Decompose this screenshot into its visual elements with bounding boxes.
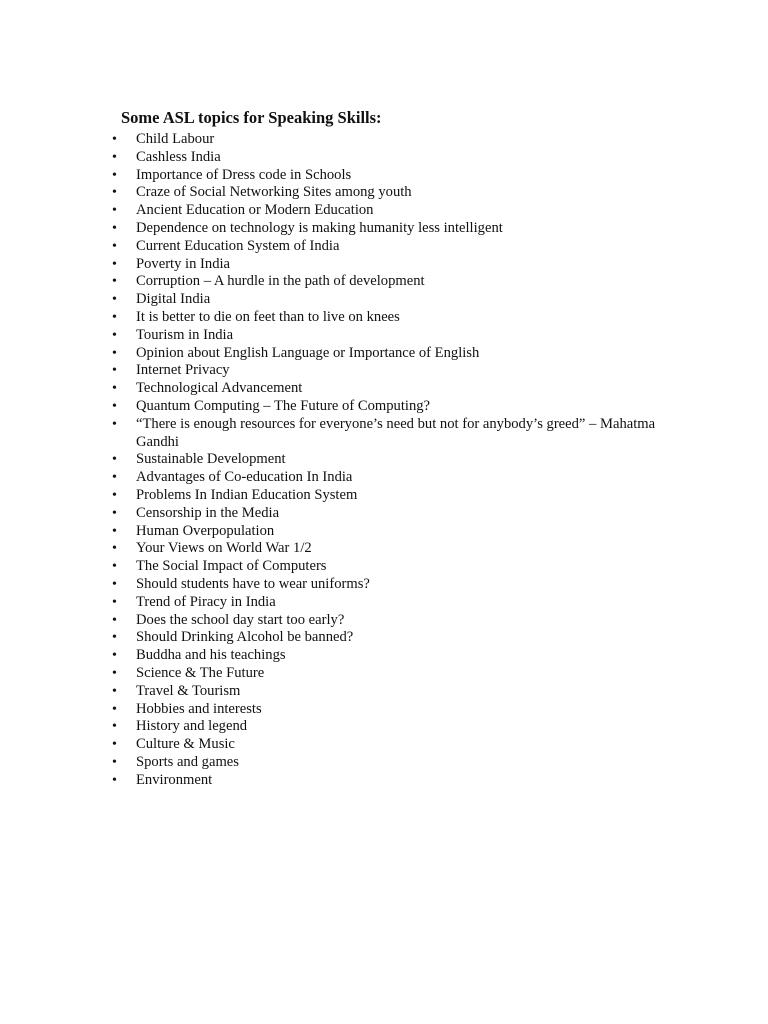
list-item: [0, 718, 768, 736]
bullet-icon: •: [112, 327, 117, 343]
bullet-icon: •: [112, 398, 117, 414]
topic-text: Hobbies and interests: [136, 700, 262, 717]
bullet-icon: •: [112, 541, 117, 557]
bullet-icon: •: [112, 505, 117, 521]
bullet-icon: •: [112, 274, 117, 290]
topic-text: Opinion about English Language or Importance of English: [136, 344, 480, 361]
topic-text: The Social Impact of Computers: [136, 558, 327, 575]
bullet-icon: •: [112, 363, 117, 379]
list-item: [0, 256, 768, 274]
topic-text: Buddha and his teachings: [136, 647, 286, 664]
topic-text: Human Overpopulation: [136, 522, 275, 539]
list-item: [0, 273, 768, 291]
topic-text: Environment: [136, 771, 213, 788]
topic-text: Importance of Dress code in Schools: [136, 166, 352, 183]
list-item: [0, 451, 768, 469]
list-item: [0, 701, 768, 719]
list-item: [0, 345, 768, 363]
topic-text: Craze of Social Networking Sites among youth: [136, 184, 412, 201]
topic-text: Culture & Music: [136, 736, 235, 753]
list-item: [0, 362, 768, 380]
list-item: [0, 220, 768, 238]
list-item: [0, 416, 768, 452]
list-item: [0, 647, 768, 665]
bullet-icon: •: [112, 648, 117, 664]
list-item: [0, 469, 768, 487]
list-item: [0, 309, 768, 327]
topic-text: Poverty in India: [136, 255, 231, 272]
bullet-icon: •: [112, 594, 117, 610]
bullet-icon: •: [112, 149, 117, 165]
list-item: [0, 131, 768, 149]
bullet-icon: •: [112, 523, 117, 539]
bullet-icon: •: [112, 772, 117, 788]
topic-text: Advantages of Co-education In India: [136, 469, 353, 486]
topic-text: Quantum Computing – The Future of Computing?: [136, 397, 431, 414]
list-item: [0, 576, 768, 594]
list-item: [0, 736, 768, 754]
topic-text: Ancient Education or Modern Education: [136, 202, 374, 219]
list-item: [0, 184, 768, 202]
bullet-icon: •: [112, 683, 117, 699]
topic-text: Cashless India: [136, 148, 221, 165]
topic-text: It is better to die on feet than to live on knees: [136, 308, 400, 325]
bullet-icon: •: [112, 559, 117, 575]
list-item: [0, 167, 768, 185]
list-item: [0, 398, 768, 416]
topic-text: Your Views on World War 1/2: [136, 540, 312, 557]
bullet-icon: •: [112, 309, 117, 325]
topic-list: [0, 131, 768, 789]
bullet-icon: •: [112, 345, 117, 361]
bullet-icon: •: [112, 416, 117, 432]
bullet-icon: •: [112, 292, 117, 308]
topic-text: Should Drinking Alcohol be banned?: [136, 629, 354, 646]
list-item: [0, 754, 768, 772]
topic-text: Trend of Piracy in India: [136, 593, 276, 610]
bullet-icon: •: [112, 238, 117, 254]
list-item: [0, 149, 768, 167]
list-item: [0, 594, 768, 612]
bullet-icon: •: [112, 737, 117, 753]
bullet-icon: •: [112, 470, 117, 486]
topic-text: Does the school day start too early?: [136, 611, 345, 628]
list-item: [0, 380, 768, 398]
topic-text: History and legend: [136, 718, 248, 735]
list-item: [0, 629, 768, 647]
bullet-icon: •: [112, 701, 117, 717]
topic-text: Technological Advancement: [136, 380, 303, 397]
topic-text: Science & The Future: [136, 664, 265, 681]
topic-text: Current Education System of India: [136, 237, 340, 254]
list-item: [0, 327, 768, 345]
topic-text: Travel & Tourism: [136, 682, 241, 699]
list-item: [0, 772, 768, 790]
list-item: [0, 291, 768, 309]
list-item: [0, 683, 768, 701]
bullet-icon: •: [112, 630, 117, 646]
topic-text: Dependence on technology is making humanity less intelligent: [136, 219, 503, 236]
document-heading: Some ASL topics for Speaking Skills:: [121, 108, 382, 127]
bullet-icon: •: [112, 576, 117, 592]
bullet-icon: •: [112, 381, 117, 397]
list-item: [0, 540, 768, 558]
topic-text: “There is enough resources for everyone’s need but not for anybody’s greed” – Mahatma Gandhi: [136, 415, 656, 450]
bullet-icon: •: [112, 256, 117, 272]
bullet-icon: •: [112, 167, 117, 183]
bullet-icon: •: [112, 487, 117, 503]
bullet-icon: •: [112, 719, 117, 735]
list-item: [0, 558, 768, 576]
topic-text: Should students have to wear uniforms?: [136, 575, 370, 592]
topic-text: Sustainable Development: [136, 451, 286, 468]
list-item: [0, 238, 768, 256]
topic-text: Digital India: [136, 291, 211, 308]
list-item: [0, 487, 768, 505]
list-item: [0, 523, 768, 541]
topic-text: Sports and games: [136, 753, 239, 770]
bullet-icon: •: [112, 132, 117, 147]
bullet-icon: •: [112, 185, 117, 201]
topic-text: Problems In Indian Education System: [136, 486, 358, 503]
bullet-icon: •: [112, 452, 117, 468]
bullet-icon: •: [112, 754, 117, 770]
list-item: [0, 612, 768, 630]
topic-text: Internet Privacy: [136, 362, 230, 379]
bullet-icon: •: [112, 203, 117, 219]
list-item: [0, 665, 768, 683]
bullet-icon: •: [112, 220, 117, 236]
topic-text: Corruption – A hurdle in the path of development: [136, 273, 425, 290]
topic-text: Censorship in the Media: [136, 504, 280, 521]
topic-text: Child Labour: [136, 131, 215, 147]
list-item: [0, 202, 768, 220]
bullet-icon: •: [112, 665, 117, 681]
bullet-icon: •: [112, 612, 117, 628]
list-item: [0, 505, 768, 523]
topic-text: Tourism in India: [136, 326, 234, 343]
